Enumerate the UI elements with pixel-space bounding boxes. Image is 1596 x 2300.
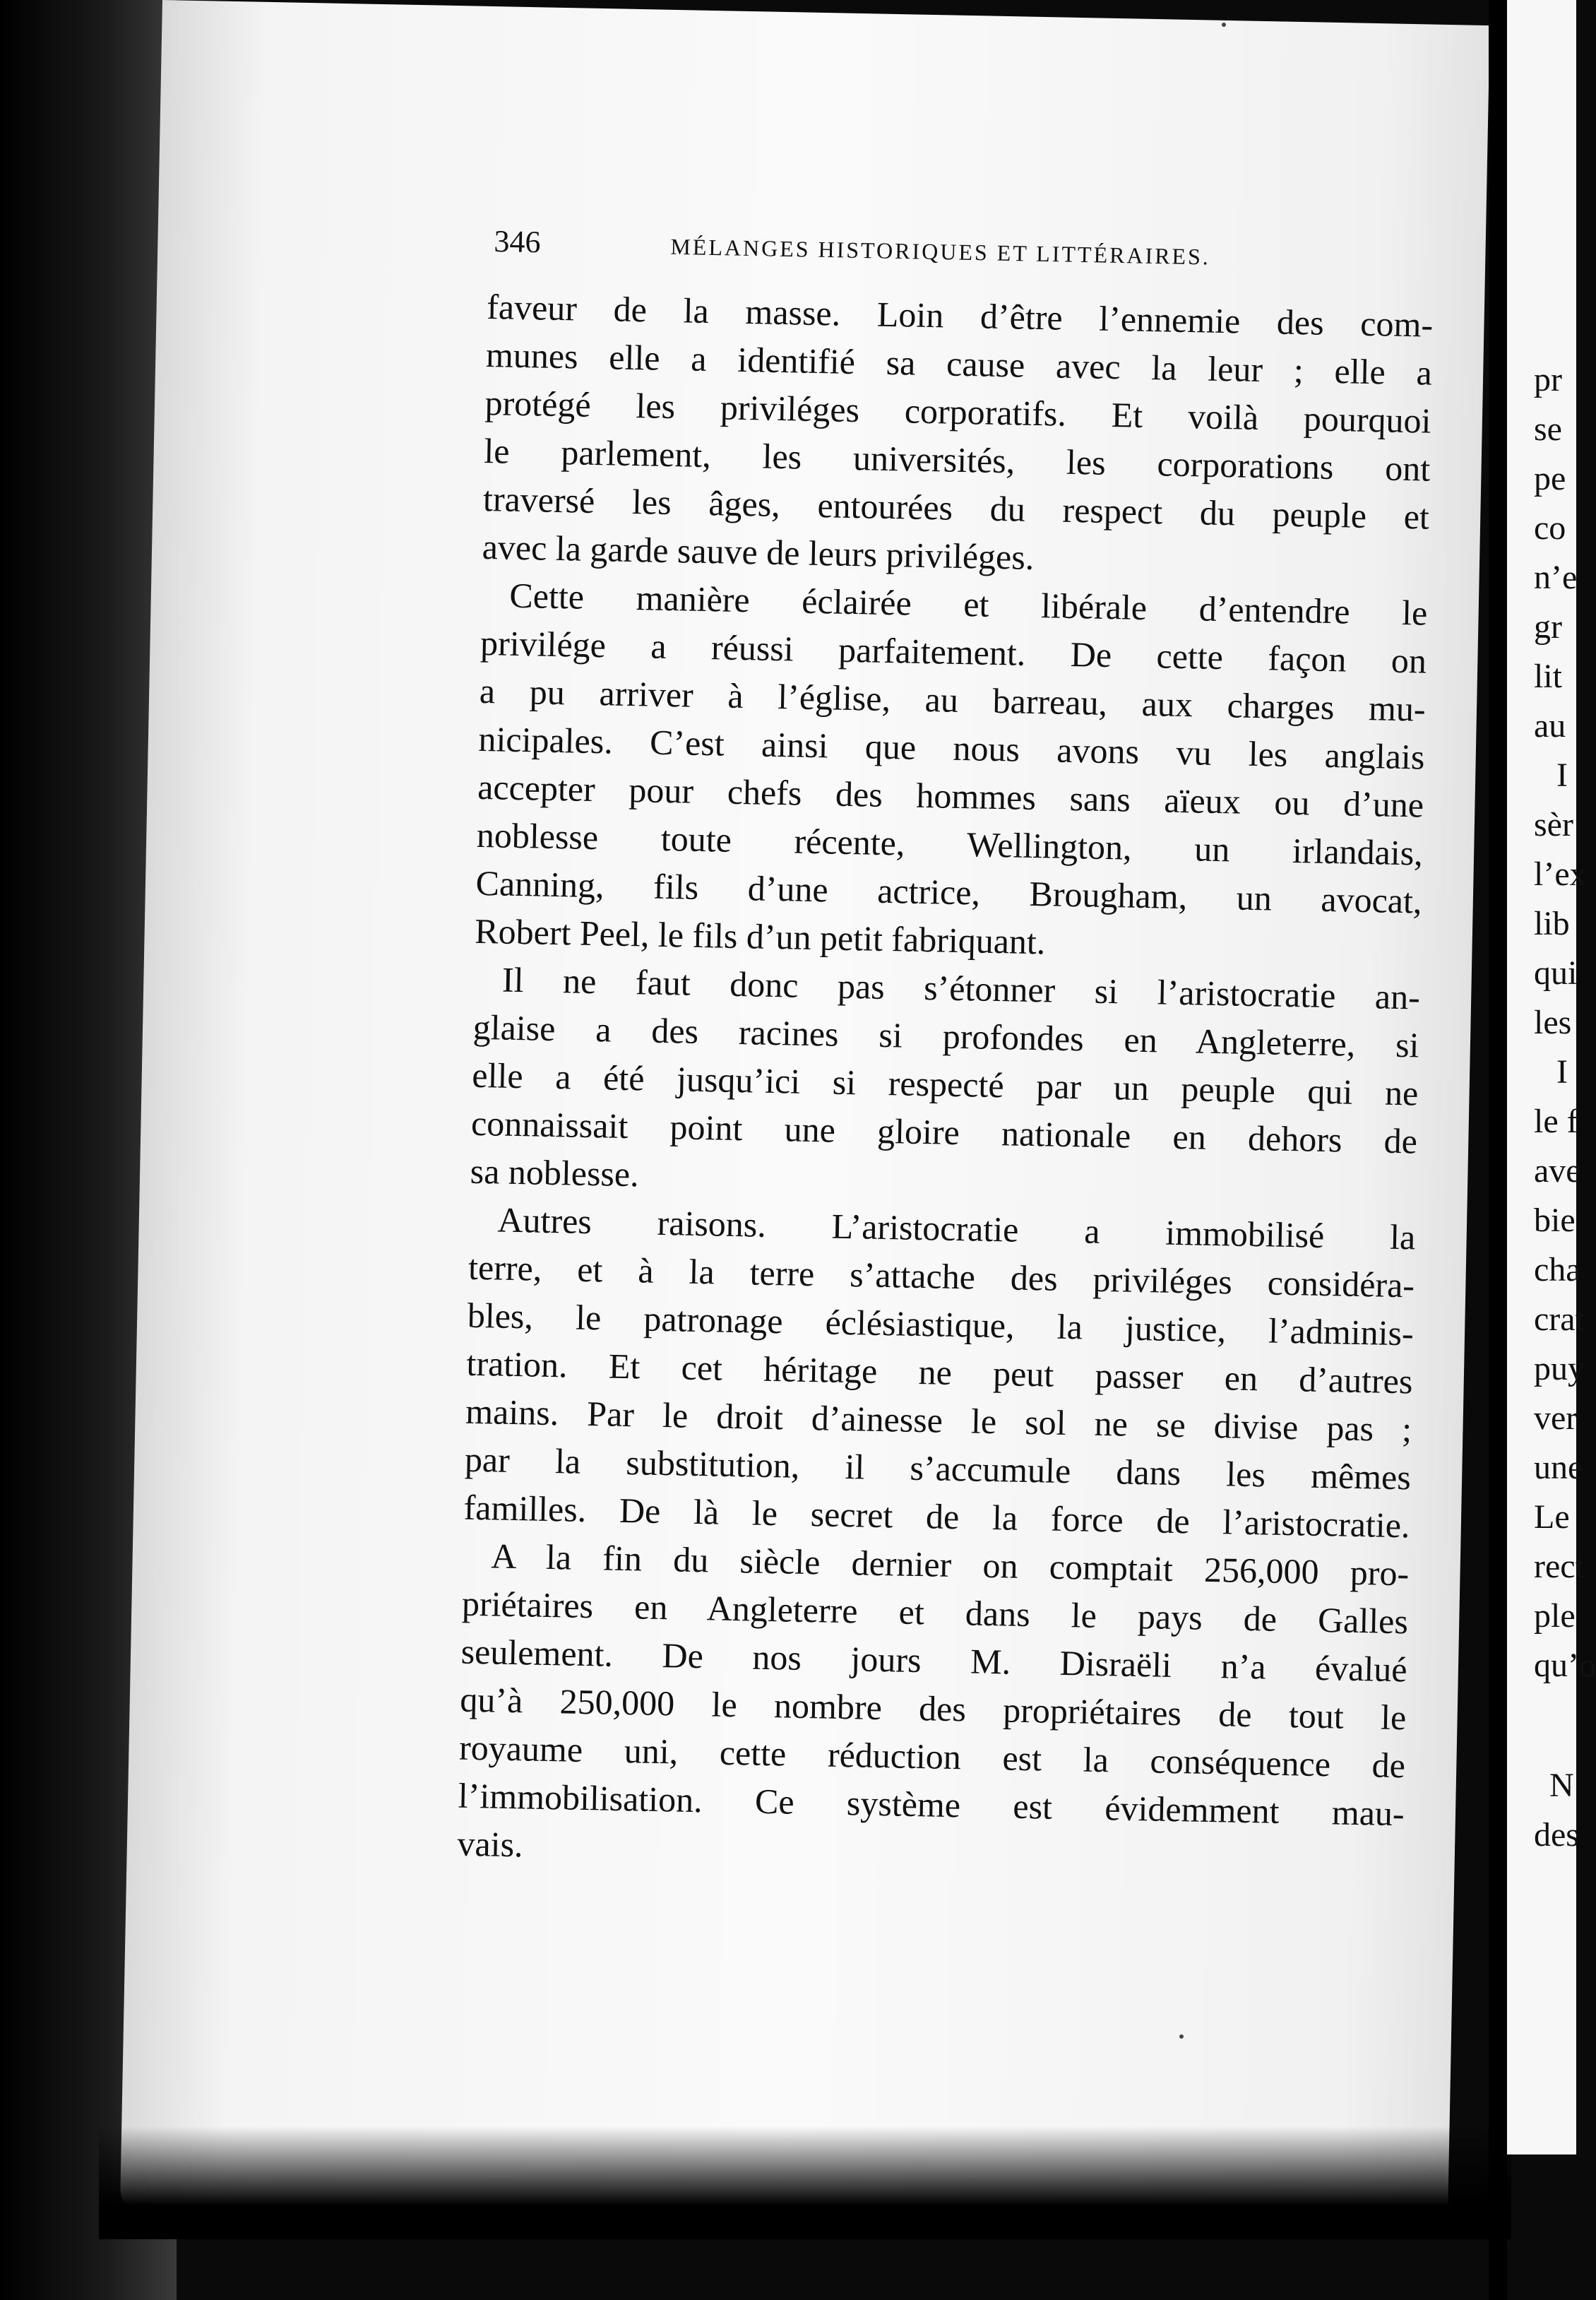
- text-line: elle a été jusqu’ici si respecté par un peuple qui ne: [471, 1055, 1419, 1113]
- facing-page-fragment: se: [1534, 410, 1562, 448]
- facing-page-fragment: ple: [1534, 1597, 1576, 1635]
- text-line: qu’à 250,000 le nombre des propriétaires de tout le: [459, 1679, 1407, 1738]
- facing-page-fragment: ver: [1534, 1399, 1578, 1437]
- facing-page-fragment: n’e: [1534, 559, 1578, 596]
- facing-page-fragment: gr: [1534, 608, 1562, 646]
- text-line: faveur de la masse. Loin d’être l’ennemie des com-: [486, 286, 1434, 345]
- text-line: a pu arriver à l’église, au barreau, aux charges mu-: [479, 670, 1427, 729]
- facing-page-fragment: pr: [1534, 361, 1562, 398]
- text-line: l’immobilisation. Ce système est évidemment mau-: [458, 1775, 1405, 1834]
- facing-page-fragment: Le: [1534, 1498, 1570, 1536]
- facing-page-fragment: qu’o: [1534, 1647, 1596, 1684]
- facing-page-fragment: crat: [1534, 1300, 1585, 1338]
- text-line: munes elle a identifié sa cause avec la leur ; elle a: [485, 334, 1433, 393]
- page-number: 346: [494, 223, 541, 260]
- text-line: Cette manière éclairée et libérale d’entendre le: [508, 575, 1428, 633]
- facing-page-fragment: I: [1556, 1053, 1568, 1091]
- facing-page-fragment: ave: [1534, 1152, 1581, 1190]
- text-line: bles, le patronage éclésiastique, la justice, l’adminis-: [467, 1295, 1415, 1353]
- facing-page-fragment: l’ex: [1534, 855, 1587, 893]
- facing-page-fragment: bie: [1534, 1202, 1576, 1239]
- page-bottom-shadow: [99, 2126, 1511, 2239]
- text-line: royaume uni, cette réduction est la conséquence de: [458, 1727, 1406, 1786]
- text-line: Canning, fils d’une actrice, Brougham, un avocat,: [475, 862, 1422, 921]
- text-line: familles. De là le secret de la force de l’aristocratie.: [463, 1487, 1411, 1546]
- facing-page-fragment: pe: [1534, 460, 1566, 497]
- facing-page-fragment: des: [1534, 1816, 1579, 1854]
- scan-speck: [1222, 23, 1226, 27]
- text-line: sa noblesse.: [470, 1151, 640, 1195]
- facing-page-fragment: cha: [1534, 1251, 1581, 1288]
- text-line: vais.: [457, 1823, 524, 1865]
- text-line: terre, et à la terre s’attache des priviléges considéra-: [468, 1247, 1415, 1305]
- text-line: avec la garde sauve de leurs priviléges.: [482, 526, 1035, 577]
- book-gutter: [1489, 0, 1507, 2300]
- facing-page-fragment: I: [1556, 757, 1568, 794]
- text-line: glaise a des racines si profondes en Angleterre, si: [472, 1007, 1420, 1065]
- text-line: priétaires en Angleterre et dans le pays de Galles: [461, 1583, 1409, 1642]
- text-line: traversé les âges, entourées du respect du peuple et: [482, 478, 1430, 537]
- text-line: noblesse toute récente, Wellington, un irlandais,: [476, 814, 1424, 873]
- facing-page-fragment: N: [1549, 1767, 1574, 1804]
- text-line: accepter pour chefs des hommes sans aïeux ou d’une: [477, 766, 1424, 825]
- text-line: Robert Peel, le fils d’un petit fabriquant.: [474, 911, 1046, 962]
- facing-page-fragment: une: [1534, 1449, 1583, 1486]
- text-line: connaissait point une gloire nationale en dehors de: [470, 1103, 1418, 1161]
- facing-page-fragment: co: [1534, 509, 1566, 547]
- running-head-title: MÉLANGES HISTORIQUES ET LITTÉRAIRES.: [670, 233, 1211, 270]
- scan-speck: [1179, 2034, 1184, 2039]
- text-line: protégé les priviléges corporatifs. Et voilà pourquoi: [484, 382, 1432, 441]
- text-line: seulement. De nos jours M. Disraëli n’a évalué: [460, 1631, 1408, 1690]
- body-text: [457, 283, 1434, 1885]
- facing-page-fragment: rect: [1534, 1548, 1585, 1585]
- text-line: mains. Par le droit d’ainesse le sol ne se divise pas ;: [465, 1391, 1412, 1450]
- text-line: tration. Et cet héritage ne peut passer en d’autres: [466, 1343, 1413, 1401]
- facing-page-fragment: qui: [1534, 954, 1578, 992]
- facing-page-fragment: les: [1534, 1004, 1572, 1041]
- facing-page: [1507, 0, 1596, 2154]
- facing-page-fragment: lit: [1534, 658, 1563, 695]
- text-line: Autres raisons. L’aristocratie a immobilisé la: [496, 1199, 1416, 1257]
- text-line: le parlement, les universités, les corporations ont: [483, 430, 1431, 489]
- text-line: par la substitution, il s’accumule dans les mêmes: [464, 1439, 1412, 1498]
- facing-page-fragment: au: [1534, 707, 1566, 745]
- text-line: A la fin du siècle dernier on comptait 256,000 pro-: [490, 1536, 1410, 1594]
- facing-page-fragment: lib: [1534, 905, 1570, 942]
- text-line: Il ne faut donc pas s’étonner si l’aristocratie an-: [501, 959, 1421, 1017]
- text-line: nicipales. C’est ainsi que nous avons vu les anglais: [478, 718, 1425, 777]
- facing-page-fragment: le f: [1534, 1103, 1578, 1140]
- facing-page-fragment: puy: [1534, 1350, 1585, 1387]
- facing-page-fragment: sèr: [1534, 806, 1573, 843]
- text-line: privilége a réussi parfaitement. De cette façon on: [480, 622, 1427, 681]
